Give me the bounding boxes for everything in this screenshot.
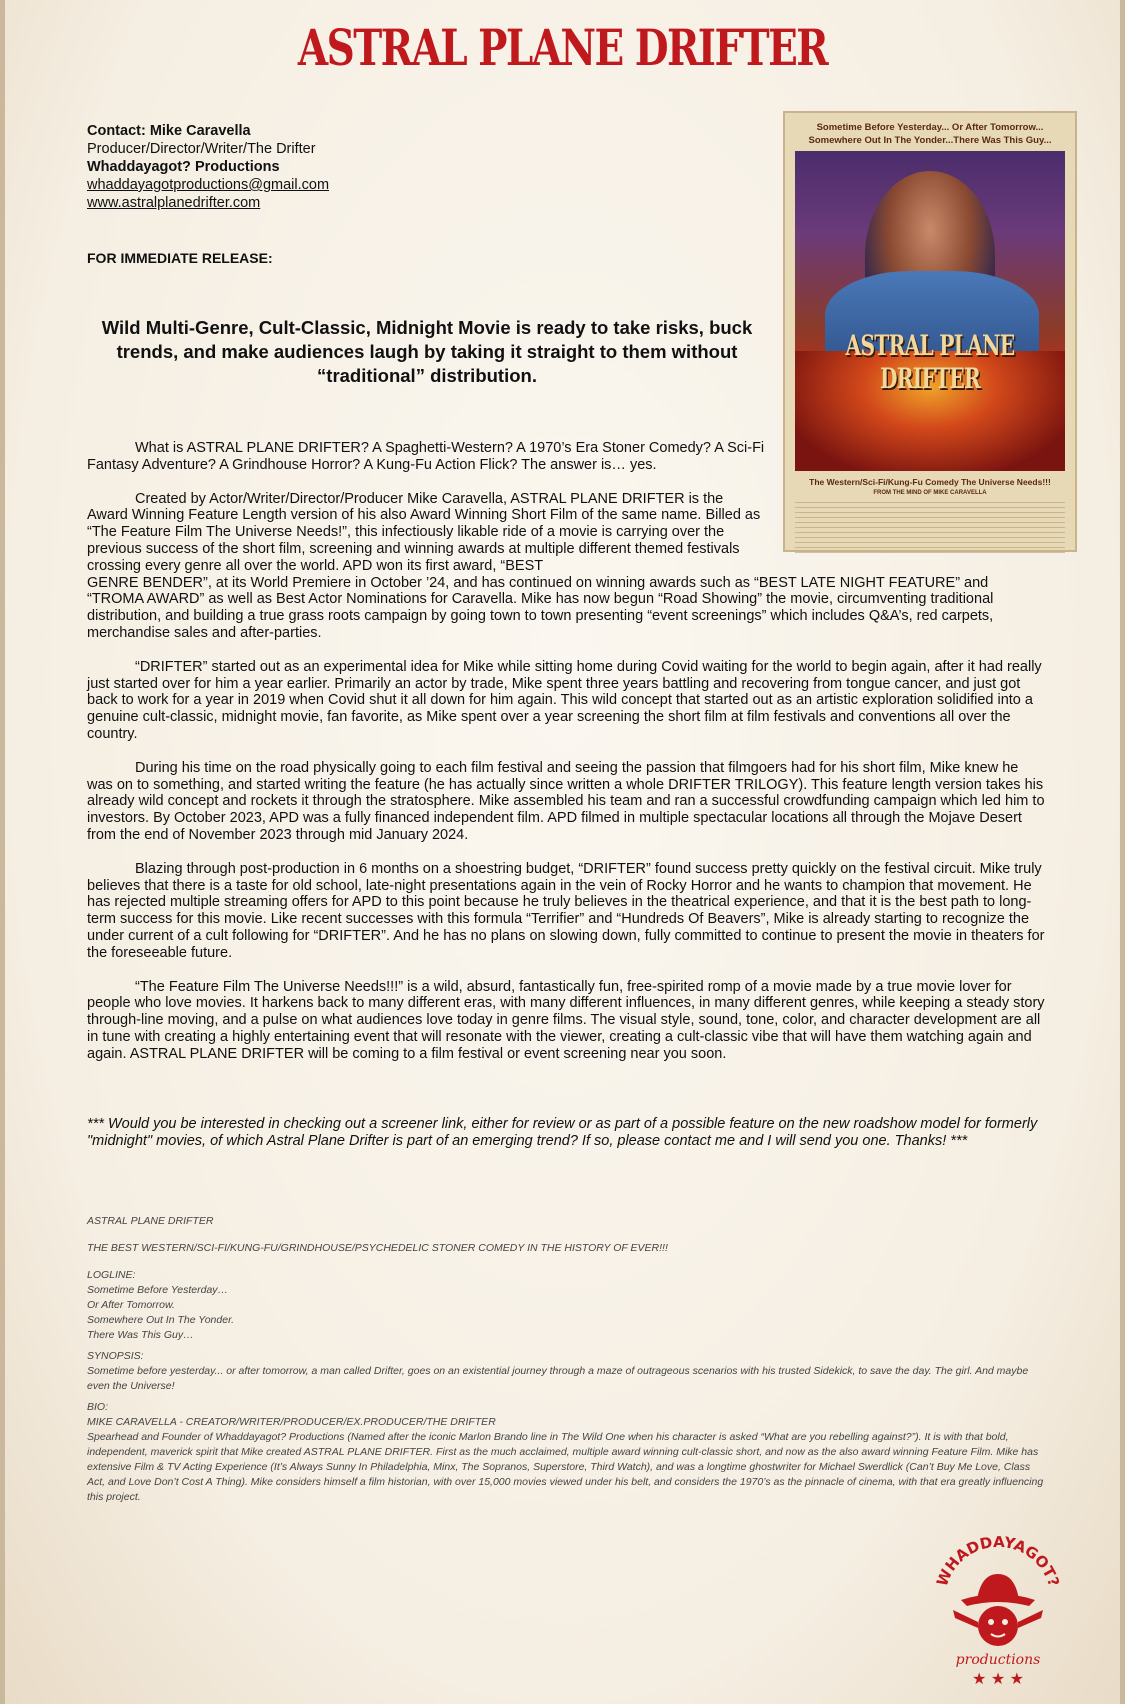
headline: Wild Multi-Genre, Cult-Classic, Midnight Movie is ready to take risks, buck trends, and make audiences laugh by taking it straight to them without “traditional” distribution. [101, 317, 753, 386]
logo-top-text: WHADDAYAGOT? [933, 1532, 1063, 1589]
meta-tagline: THE BEST WESTERN/SCI-FI/KUNG-FU/GRINDHOUSE/PSYCHEDELIC STONER COMEDY IN THE HISTORY OF EVER!!! [87, 1242, 668, 1254]
logline-line-1: Sometime Before Yesterday… [87, 1284, 229, 1296]
poster-art [795, 151, 1065, 471]
logline-line-2: Or After Tomorrow. [87, 1299, 175, 1311]
paragraph-2-part-a: Created by Actor/Writer/Director/Producer Mike Caravella, ASTRAL PLANE DRIFTER is the Award Winning Feature Length version of his also Award Winning Short Film of the same name. Billed as “The Feature Film The Universe Needs!”, this infectiously likable ride of a movie is carrying over the previous success of the short film, screening and winning awards at multiple different themed festivals crossing every genre all over the world. APD won its first award, “BEST [87, 490, 761, 574]
meta-film-title: ASTRAL PLANE DRIFTER [87, 1215, 214, 1227]
contact-email-link[interactable]: whaddayagotproductions@gmail.com [87, 177, 330, 193]
whaddayagot-logo [933, 1530, 1063, 1690]
contact-block [87, 122, 329, 212]
paragraph-6: “The Feature Film The Universe Needs!!!” is a wild, absurd, fantastically fun, free-spirited romp of a movie made by a true movie lover for people who love movies. It harkens back to many different eras, with many different influences, in many different genres, while keeping a steady story through-line moving, and a pulse on what audiences love today in genre films. The visual style, sound, tone, color, and character development are all in tune with creating a highly entertaining event that will resonate with the viewer, creating a cult-classic vibe that will have them watching again and again. ASTRAL PLANE DRIFTER will be coming to a film festival or event screening near you soon. [87, 978, 1045, 1062]
poster-bottom-tagline: The Western/Sci-Fi/Kung-Fu Comedy The Universe Needs!!! [809, 477, 1051, 487]
poster-tagline-1: Sometime Before Yesterday... Or After Tomorrow... [816, 122, 1044, 133]
cowboy-hat-logo-icon [933, 1530, 1063, 1690]
bio-name: MIKE CARAVELLA - CREATOR/WRITER/PRODUCER/EX.PRODUCER/THE DRIFTER [87, 1416, 496, 1428]
paragraph-2-part-b: GENRE BENDER”, at its World Premiere in October ’24, and has continued on winning awards such as “BEST LATE NIGHT FEATURE” and “TROMA AWARD” as well as Best Actor Nominations for Caravella. Mike has now begun “Road Showing” the movie, circumventing traditional distribution, and building a true grass roots campaign by going town to town presenting “event screenings” which includes Q&A’s, red carpets, merchandise sales and after-parties. [87, 574, 994, 641]
contact-company: Whaddayagot? Productions [87, 159, 280, 175]
release-label: FOR IMMEDIATE RELEASE: [87, 250, 273, 266]
page-title: ASTRAL PLANE DRIFTER [297, 18, 828, 77]
logo-stars-icon: ★ ★ ★ [972, 1671, 1024, 1688]
contact-role: Producer/Director/Writer/The Drifter [87, 141, 316, 157]
film-info-block [87, 1214, 1047, 1505]
screener-note: *** Would you be interested in checking out a screener link, either for review or as part of a possible feature on the new roadshow model for formerly "midnight" movies, of which Astral Plane Drifter is part of an emerging trend? If so, please contact me and I will send you one. Thanks! *** [87, 1116, 1038, 1149]
paragraph-2 [87, 491, 1047, 642]
press-release-body [87, 440, 1047, 1080]
paragraph-3: “DRIFTER” started out as an experimental idea for Mike while sitting home during Covid waiting for the world to begin again, after it had really just started over for him a year earlier. Primarily an actor by trade, Mike spent three years battling and recovering from tongue cancer, and just got back to work for a year in 2019 when Covid shut it all down for him again. This wild concept that started out as an artistic exploration solidified into a genuine cult-classic, midnight movie, fan favorite, as Mike spent over a year screening the short film at film festivals and conventions all over the country. [87, 658, 1042, 742]
contact-website-link[interactable]: www.astralplanedrifter.com [87, 195, 261, 211]
bio-label: BIO: [87, 1401, 109, 1413]
poster-title: ASTRAL PLANE DRIFTER [845, 329, 1015, 395]
synopsis-label: SYNOPSIS: [87, 1350, 144, 1362]
logline-line-4: There Was This Guy… [87, 1329, 194, 1341]
paragraph-1: What is ASTRAL PLANE DRIFTER? A Spaghetti-Western? A 1970’s Era Stoner Comedy? A Sci-Fi Fantasy Adventure? A Grindhouse Horror? A Kung-Fu Action Flick? The answer is… yes. [87, 440, 765, 473]
paragraph-5: Blazing through post-production in 6 months on a shoestring budget, “DRIFTER” found success pretty quickly on the festival circuit. Mike truly believes that there is a taste for old school, late-night presentations again in the vein of Rocky Horror and he wants to champion that movement. He has rejected multiple streaming offers for APD to this point because he truly believes in the theatrical experience, and that it is the best path to long-term success for this movie. Like recent successes with this formula “Terrifier” and “Hundreds Of Beavers”, Mike is already starting to recognize the under current of a cult following for “DRIFTER”. And he has no plans on slowing down, fully committed to continue to present the movie in theaters for the foreseeable future. [87, 860, 1045, 961]
logline-label: LOGLINE: [87, 1269, 136, 1281]
paragraph-4: During his time on the road physically going to each film festival and seeing the passion that filmgoers had for his short film, Mike knew he was on to something, and started writing the feature (he has actually since written a whole DRIFTER TRILOGY). This feature length version takes his already wild concept and rockets it through the stratosphere. Mike assembled his team and ran a successful crowdfunding campaign which led him to investors. By October 2023, APD was a fully financed independent film. APD filmed in multiple spectacular locations all through the Mojave Desert from the end of November 2023 through mid January 2024. [87, 759, 1045, 843]
logo-bottom-text: productions [955, 1652, 1041, 1668]
poster-tagline-2: Somewhere Out In The Yonder...There Was This Guy... [808, 135, 1052, 146]
bio-text: Spearhead and Founder of Whaddayagot? Productions (Named after the iconic Marlon Brando line in The Wild One when his character is asked “What are you rebelling against?”). It is with that bold, independent, maverick spirit that Mike created ASTRAL PLANE DRIFTER. First as the much acclaimed, multiple award winning cult-classic short, and now as the also award winning Feature Film. Mike has extensive Film & TV Acting Experience (It’s Always Sunny In Philadelphia, Minx, The Sopranos, Superstore, Third Watch), and was a longtime ghostwriter for Michael Swerdlick (Can’t Buy Me Love, Class Act, and Love Don’t Cost A Thing). Mike considers himself a film historian, with over 15,000 movies viewed under his belt, and considers the 1970’s as the pinnacle of cinema, with that era greatly influencing this project. [87, 1431, 1044, 1503]
logline-line-3: Somewhere Out In The Yonder. [87, 1314, 235, 1326]
poster-from-line: FROM THE MIND OF MIKE CARAVELLA [873, 490, 987, 496]
contact-name: Contact: Mike Caravella [87, 123, 251, 139]
synopsis-text: Sometime before yesterday... or after tomorrow, a man called Drifter, goes on an existential journey through a maze of outrageous scenarios with his trusted Sidekick, to save the day. The girl. And maybe even the Universe! [87, 1365, 1029, 1392]
